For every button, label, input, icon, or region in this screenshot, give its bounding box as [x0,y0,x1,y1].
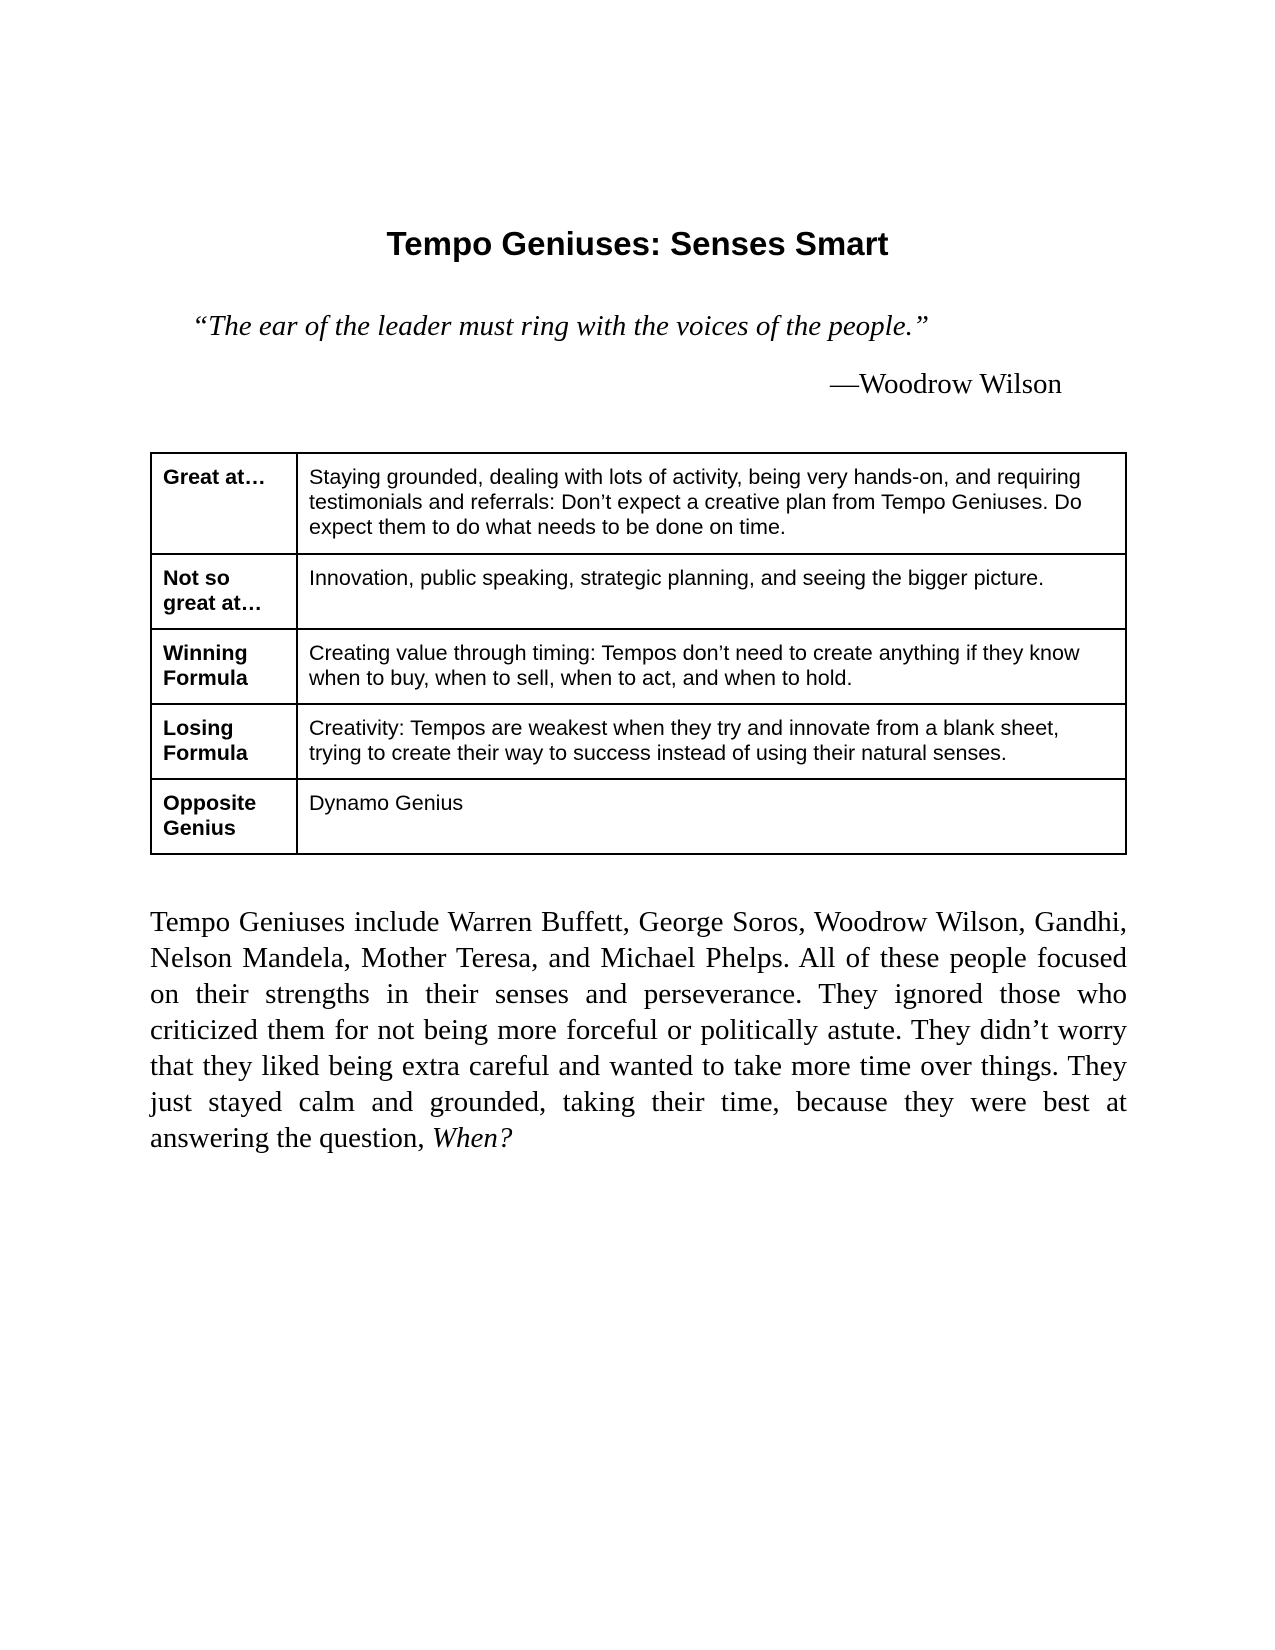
row-value: Staying grounded, dealing with lots of activity, being very hands-on, and requiring testimonials and referrals: Don’t expect a creative plan from Tempo Geniuses. Do expect them to do what needs to be done on time. [297,453,1126,554]
body-paragraph-emphasis: When? [431,1122,513,1154]
page-title: Tempo Geniuses: Senses Smart [386,225,889,262]
table-row [151,704,1126,779]
row-value: Creating value through timing: Tempos don’t need to create anything if they know when to buy, when to sell, when to act, and when to hold. [297,629,1126,704]
row-value: Creativity: Tempos are weakest when they try and innovate from a blank sheet, trying to create their way to success instead of using their natural senses. [297,704,1126,779]
table-row [151,779,1126,854]
row-label: Not so great at… [151,554,297,629]
epigraph-quote: “The ear of the leader must ring with the voices of the people.” [192,310,929,342]
table-row [151,629,1126,704]
row-label: Losing Formula [151,704,297,779]
body-paragraph-text: Tempo Geniuses include Warren Buffett, George Soros, Woodrow Wilson, Gandhi, Nelson Mandela, Mother Teresa, and Michael Phelps. All of these people focused on their strengths in their senses and perseverance. They ignored those who criticized them for not being more forceful or politically astute. They didn’t worry that they liked being extra careful and wanted to take more time over things. They just stayed calm and grounded, taking their time, because they were best at answering the question, [150,906,1127,1154]
traits-table [150,452,1127,855]
table-row [151,453,1126,554]
row-label: Opposite Genius [151,779,297,854]
epigraph-attribution: —Woodrow Wilson [830,368,1062,400]
table-row [151,554,1126,629]
row-value: Innovation, public speaking, strategic planning, and seeing the bigger picture. [297,554,1126,629]
row-label: Winning Formula [151,629,297,704]
row-label: Great at… [151,453,297,554]
row-value: Dynamo Genius [297,779,1126,854]
body-paragraph [150,904,1127,1156]
